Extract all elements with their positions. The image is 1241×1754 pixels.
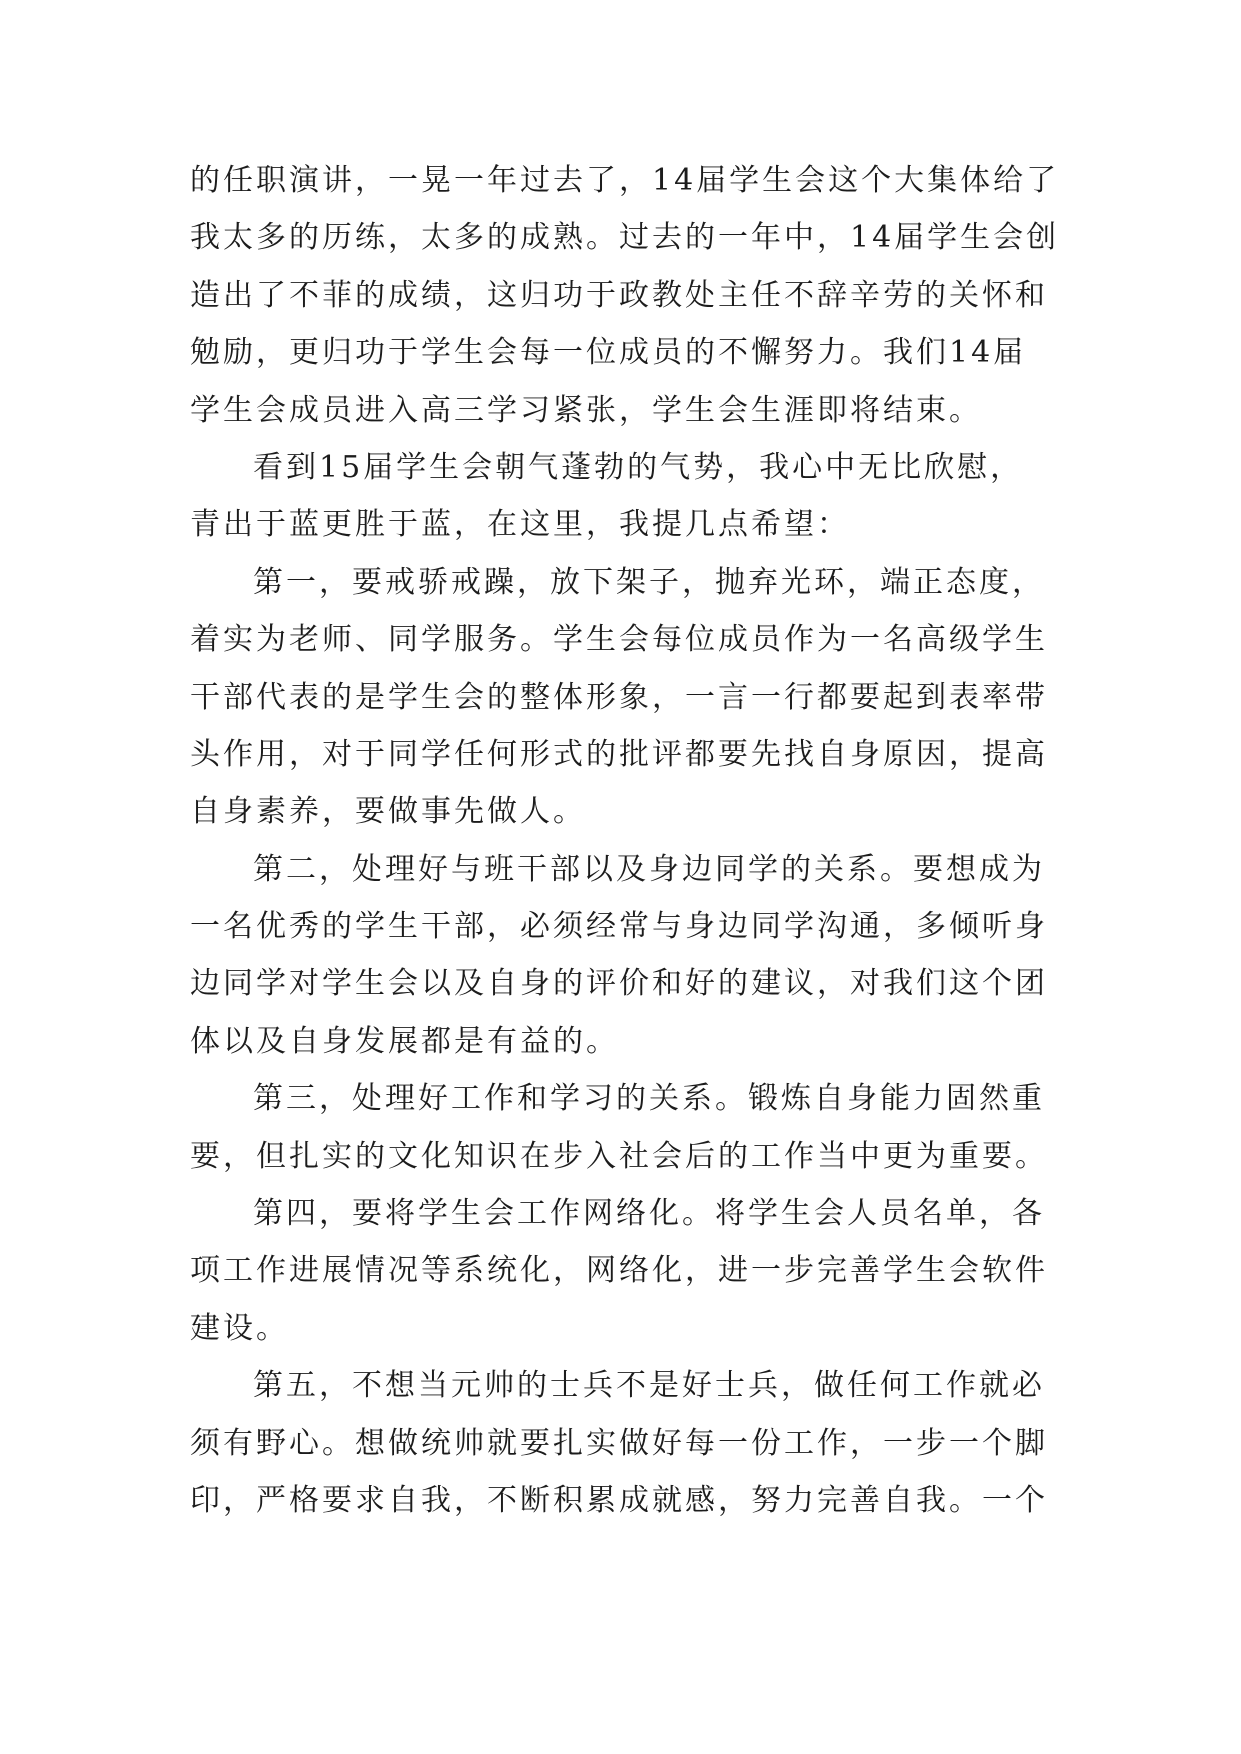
text-line: 须有野心。想做统帅就要扎实做好每一份工作，一步一个脚 <box>190 1425 1048 1461</box>
paragraph-first-line: 第三，处理好工作和学习的关系。锻炼自身能力固然重 <box>253 1081 1045 1117</box>
text-line: 的任职演讲，一晃一年过去了，14届学生会这个大集体给了 <box>190 163 1060 198</box>
text-line: 体以及自身发展都是有益的。 <box>190 1023 619 1059</box>
text-line: 我太多的历练，太多的成熟。过去的一年中，14届学生会创 <box>190 220 1060 256</box>
paragraph-first-line: 第一，要戒骄戒躁，放下架子，抛弃光环，端正态度， <box>253 564 1045 600</box>
text-line: 着实为老师、同学服务。学生会每位成员作为一名高级学生 <box>190 622 1048 658</box>
document-body <box>190 152 1070 1529</box>
text-line: 头作用，对于同学任何形式的批评都要先找自身原因，提高 <box>190 736 1048 772</box>
text-line: 学生会成员进入高三学习紧张，学生会生涯即将结束。 <box>190 392 982 428</box>
text-line: 自身素养，要做事先做人。 <box>190 794 586 830</box>
text-line: 干部代表的是学生会的整体形象，一言一行都要起到表率带 <box>190 679 1048 715</box>
text-line: 要，但扎实的文化知识在步入社会后的工作当中更为重要。 <box>190 1138 1048 1174</box>
paragraph-first-line: 看到15届学生会朝气蓬勃的气势，我心中无比欣慰， <box>253 449 1024 485</box>
text-line: 勉励，更归功于学生会每一位成员的不懈努力。我们14届 <box>190 335 1027 371</box>
text-line: 造出了不菲的成绩，这归功于政教处主任不辞辛劳的关怀和 <box>190 277 1048 313</box>
paragraph-first-line: 第二，处理好与班干部以及身边同学的关系。要想成为 <box>253 851 1045 887</box>
text-line: 项工作进展情况等系统化，网络化，进一步完善学生会软件 <box>190 1253 1048 1289</box>
text-line: 边同学对学生会以及自身的评价和好的建议，对我们这个团 <box>190 966 1048 1002</box>
text-line: 一名优秀的学生干部，必须经常与身边同学沟通，多倾听身 <box>190 909 1048 945</box>
paragraph-first-line: 第四，要将学生会工作网络化。将学生会人员名单，各 <box>253 1196 1045 1232</box>
text-line: 印，严格要求自我，不断积累成就感，努力完善自我。一个 <box>190 1482 1048 1518</box>
paragraph-first-line: 第五，不想当元帅的士兵不是好士兵，做任何工作就必 <box>253 1368 1045 1404</box>
text-line: 青出于蓝更胜于蓝，在这里，我提几点希望： <box>190 507 850 543</box>
text-line: 建设。 <box>190 1310 289 1346</box>
